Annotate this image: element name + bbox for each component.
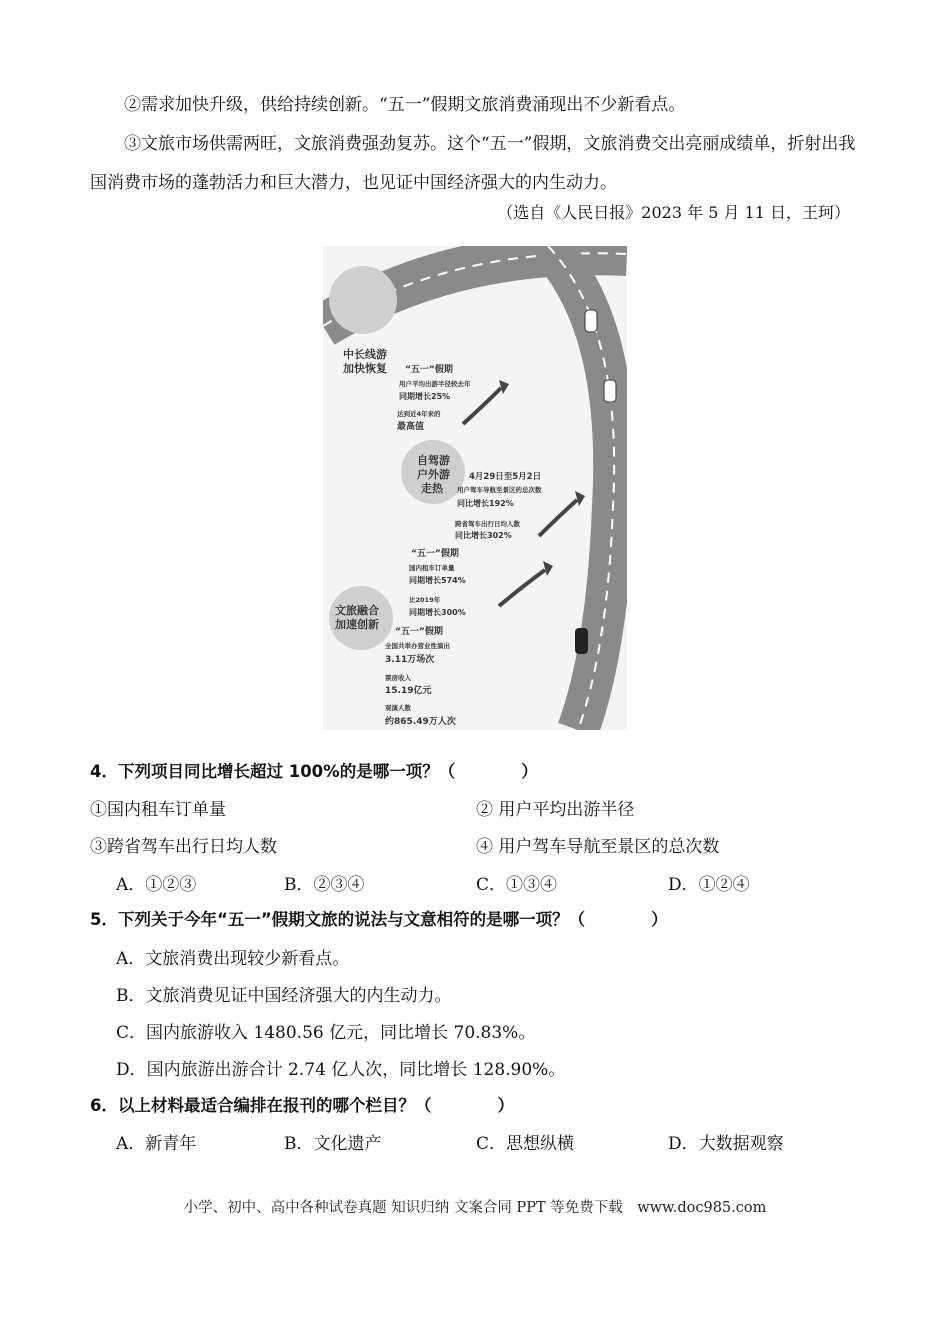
- q4-stem: 4．下列项目同比增长超过 100%的是哪一项？（ ）: [90, 762, 538, 781]
- q4-item-3: ③跨省驾车出行日均人数: [90, 837, 277, 857]
- q4-item-1: ①国内租车订单量: [90, 800, 226, 820]
- s1-holiday: “五一”假期: [405, 365, 453, 375]
- q6-option-a[interactable]: A．新青年: [116, 1134, 197, 1154]
- passage-paragraph-3: ③文旅市场供需两旺，文旅消费强劲复苏。这个“五一”假期，文旅消费交出亮丽成绩单，折射出我国消费市场的蓬勃活力和巨大潜力，也见证中国经济强大的内生动力。: [90, 134, 856, 193]
- s2-l2: 同比增长192%: [457, 499, 514, 508]
- q6-option-b[interactable]: B．文化遗产: [284, 1134, 382, 1154]
- s2-title-3: 走热: [421, 482, 443, 495]
- q5-stem: 5．下列关于今年“五一”假期文旅的说法与文意相符的是哪一项？（ ）: [90, 910, 668, 929]
- s2-l3: 跨省驾车出行日均人数: [455, 520, 520, 528]
- s3-l1: 全国共举办营业性演出: [385, 642, 450, 650]
- car-icon: [585, 310, 597, 332]
- s2-l1: 用户驾车导航至景区的总次数: [457, 486, 542, 494]
- q4-item-2: ② 用户平均出游半径: [476, 800, 635, 820]
- s1-l2: 同期增长25%: [399, 392, 451, 401]
- q5-option-c[interactable]: C．国内旅游收入 1480.56 亿元，同比增长 70.83%。: [116, 1023, 536, 1043]
- s3-title-2: 加速创新: [335, 618, 379, 631]
- s2-l7: 比2019年: [409, 596, 441, 604]
- source-citation: （选自《人民日报》2023 年 5 月 11 日，王珂）: [497, 203, 850, 222]
- s3-holiday: “五一”假期: [395, 627, 443, 637]
- car-icon: [575, 628, 588, 654]
- tourism-infographic: [323, 246, 627, 730]
- q4-item-4: ④ 用户驾车导航至景区的总次数: [476, 837, 720, 857]
- q4-option-b[interactable]: B．②③④: [284, 875, 365, 895]
- q5-option-b[interactable]: B．文旅消费见证中国经济强大的内生动力。: [116, 986, 452, 1006]
- s1-title-1: 中长线游: [343, 348, 387, 361]
- q5-option-a[interactable]: A．文旅消费出现较少新看点。: [116, 949, 350, 969]
- q4-option-c[interactable]: C．①③④: [476, 875, 558, 895]
- s2-title-2: 户外游: [417, 468, 450, 481]
- passage-paragraph-2: ②需求加快升级，供给持续创新。“五一”假期文旅消费涌现出不少新看点。: [124, 95, 686, 115]
- s2-holiday: “五一”假期: [411, 549, 459, 559]
- q6-option-c[interactable]: C．思想纵横: [476, 1134, 575, 1154]
- q5-option-d[interactable]: D．国内旅游出游合计 2.74 亿人次，同比增长 128.90%。: [116, 1060, 566, 1080]
- s3-l5: 观演人数: [385, 704, 411, 712]
- section1-bubble: [329, 266, 397, 334]
- s3-l2: 3.11万场次: [385, 655, 435, 665]
- s3-l6: 约865.49万人次: [385, 717, 456, 727]
- q4-option-d[interactable]: D．①②④: [668, 875, 750, 895]
- s2-l5: 国内租车订单量: [409, 564, 455, 572]
- q6-stem: 6．以上材料最适合编排在报刊的哪个栏目？（ ）: [90, 1096, 514, 1115]
- q4-option-a[interactable]: A．①②③: [116, 875, 197, 895]
- page-footer: 小学、初中、高中各种试卷真题 知识归纳 文案合同 PPT 等免费下载 www.doc985.com: [183, 1200, 767, 1216]
- s1-l4: 最高值: [397, 422, 425, 432]
- s1-l1: 用户平均出游半径较去年: [399, 380, 471, 388]
- s2-l4: 同比增长302%: [455, 531, 512, 540]
- s1-title-2: 加快恢复: [343, 362, 387, 375]
- s3-l3: 票房收入: [385, 674, 411, 682]
- s2-l8: 同期增长300%: [409, 608, 466, 617]
- car-icon: [604, 380, 616, 402]
- s3-title-1: 文旅融合: [335, 604, 379, 617]
- s2-dates: 4月29日至5月2日: [469, 472, 542, 482]
- s1-l3: 达到近4年来的: [397, 410, 441, 418]
- s2-l6: 同期增长574%: [409, 576, 466, 585]
- q6-option-d[interactable]: D．大数据观察: [668, 1134, 784, 1154]
- s3-l4: 15.19亿元: [385, 686, 432, 696]
- s2-title-1: 自驾游: [417, 454, 450, 467]
